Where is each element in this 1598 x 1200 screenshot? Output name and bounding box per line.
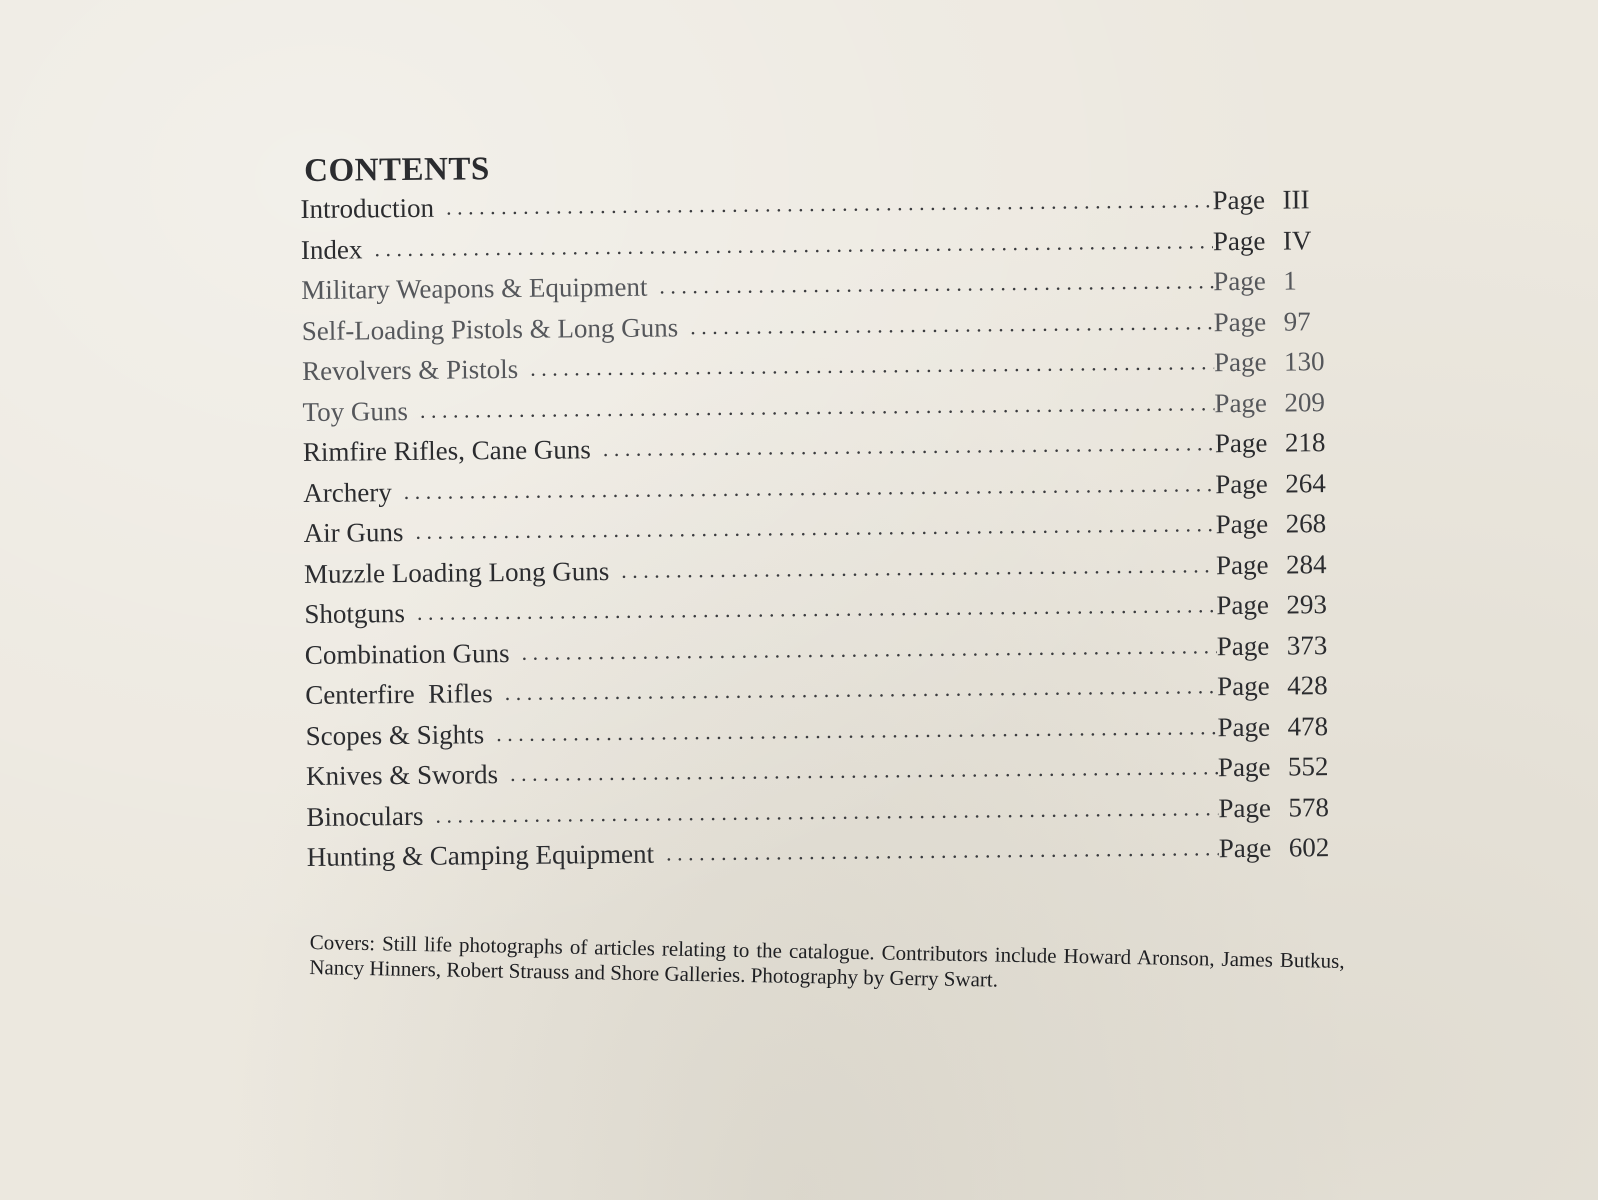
toc-entry-title: Combination Guns <box>304 637 510 670</box>
page-word: Page <box>1216 630 1270 661</box>
dot-leader <box>420 390 1215 424</box>
toc-entry-title: Index <box>300 233 363 265</box>
dot-leader <box>415 511 1215 545</box>
page-word: Page <box>1218 832 1272 864</box>
toc-entry-title: Binoculars <box>306 800 424 832</box>
page-word: Page <box>1216 589 1270 621</box>
page-number: 293 <box>1286 589 1328 620</box>
dot-leader <box>404 471 1216 505</box>
toc-entry-page <box>1212 184 1350 216</box>
page-word: Page <box>1214 387 1268 418</box>
page-number: 97 <box>1283 305 1311 337</box>
dot-leader <box>659 268 1213 299</box>
toc-entry-title: Toy Guns <box>302 395 409 427</box>
page-number: 552 <box>1287 751 1329 782</box>
page-number: 602 <box>1288 832 1330 863</box>
page-word: Page <box>1215 468 1268 499</box>
toc-entry-page <box>1214 386 1352 418</box>
toc-entry-title: Muzzle Loading Long Guns <box>303 555 610 589</box>
toc-entry-page <box>1215 467 1353 499</box>
page-word: Page <box>1212 184 1266 216</box>
page-number: 1 <box>1283 265 1297 296</box>
dot-leader <box>603 430 1215 462</box>
toc-entry-page <box>1213 265 1351 297</box>
toc-entry-page <box>1218 751 1356 783</box>
toc-entry-title: Military Weapons & Equipment <box>301 271 648 305</box>
page-word: Page <box>1213 306 1267 337</box>
toc-entry-title: Knives & Swords <box>305 759 499 791</box>
page-number: 428 <box>1287 670 1328 701</box>
page-number: 373 <box>1286 629 1328 661</box>
toc-entry-title: Air Guns <box>303 517 404 548</box>
toc-entry-title: Hunting & Camping Equipment <box>306 838 655 872</box>
toc-entry-page <box>1214 346 1352 378</box>
page-number: 284 <box>1285 548 1327 580</box>
toc-entry-page <box>1217 629 1355 661</box>
dot-leader <box>621 552 1216 584</box>
toc-entry-page <box>1218 791 1356 823</box>
page-word: Page <box>1214 427 1268 459</box>
toc-entry-page <box>1214 305 1352 337</box>
table-of-contents <box>300 140 1357 883</box>
toc-entry-title: Archery <box>303 476 392 508</box>
dot-leader <box>521 633 1216 666</box>
page-word: Page <box>1217 670 1270 702</box>
page-number: 478 <box>1287 710 1329 742</box>
page-word: Page <box>1217 711 1271 742</box>
dot-leader <box>505 673 1218 706</box>
page-number: 130 <box>1283 346 1325 377</box>
page-word: Page <box>1215 549 1269 580</box>
page-word: Page <box>1213 265 1266 297</box>
toc-entry-page <box>1216 548 1354 580</box>
toc-entry-title: Scopes & Sights <box>305 718 485 751</box>
page-number: 264 <box>1285 467 1326 499</box>
toc-entry-title: Revolvers & Pistols <box>301 353 519 386</box>
dot-leader <box>666 835 1219 866</box>
page-number: 578 <box>1288 791 1329 823</box>
page-word: Page <box>1213 346 1267 378</box>
page-number: 268 <box>1285 508 1327 539</box>
toc-entry-page <box>1215 427 1353 459</box>
toc-entry-page <box>1213 224 1351 256</box>
dot-leader <box>446 187 1213 220</box>
dot-leader <box>496 714 1218 747</box>
toc-entry-title: Centerfire Rifles <box>305 678 493 710</box>
toc-entry-title: Introduction <box>300 192 435 224</box>
dot-leader <box>417 592 1217 626</box>
toc-entry-page <box>1216 589 1354 621</box>
page-number: 209 <box>1284 386 1326 418</box>
page-number: 218 <box>1284 427 1326 458</box>
page-word: Page <box>1218 792 1271 823</box>
page-word: Page <box>1212 225 1266 256</box>
toc-entry-title: Rimfire Rifles, Cane Guns <box>302 434 591 467</box>
dot-leader <box>374 228 1213 262</box>
page-number: III <box>1282 184 1310 215</box>
toc-entry-title: Self-Loading Pistols & Long Guns <box>301 311 679 346</box>
dot-leader <box>530 349 1214 382</box>
toc-entry-page <box>1217 670 1355 702</box>
toc-entry-title: Shotguns <box>304 598 406 629</box>
dot-leader <box>690 309 1214 340</box>
dot-leader <box>435 795 1218 829</box>
toc-entry-page <box>1219 832 1357 864</box>
cover-credits-note: Covers: Still life photographs of articles relating to the catalogue. Contributors include Howard Aronson, James Butkus, Nancy Hinners, Robert Strauss and Shore Galleries. Photography by Gerry Swart. <box>309 930 1345 992</box>
page-number: IV <box>1282 224 1312 256</box>
page-word: Page <box>1217 751 1271 783</box>
contents-heading: CONTENTS <box>304 151 490 189</box>
dot-leader <box>510 754 1218 787</box>
page-word: Page <box>1215 508 1269 540</box>
toc-entry-page <box>1215 508 1353 540</box>
toc-entry-page <box>1217 710 1355 742</box>
